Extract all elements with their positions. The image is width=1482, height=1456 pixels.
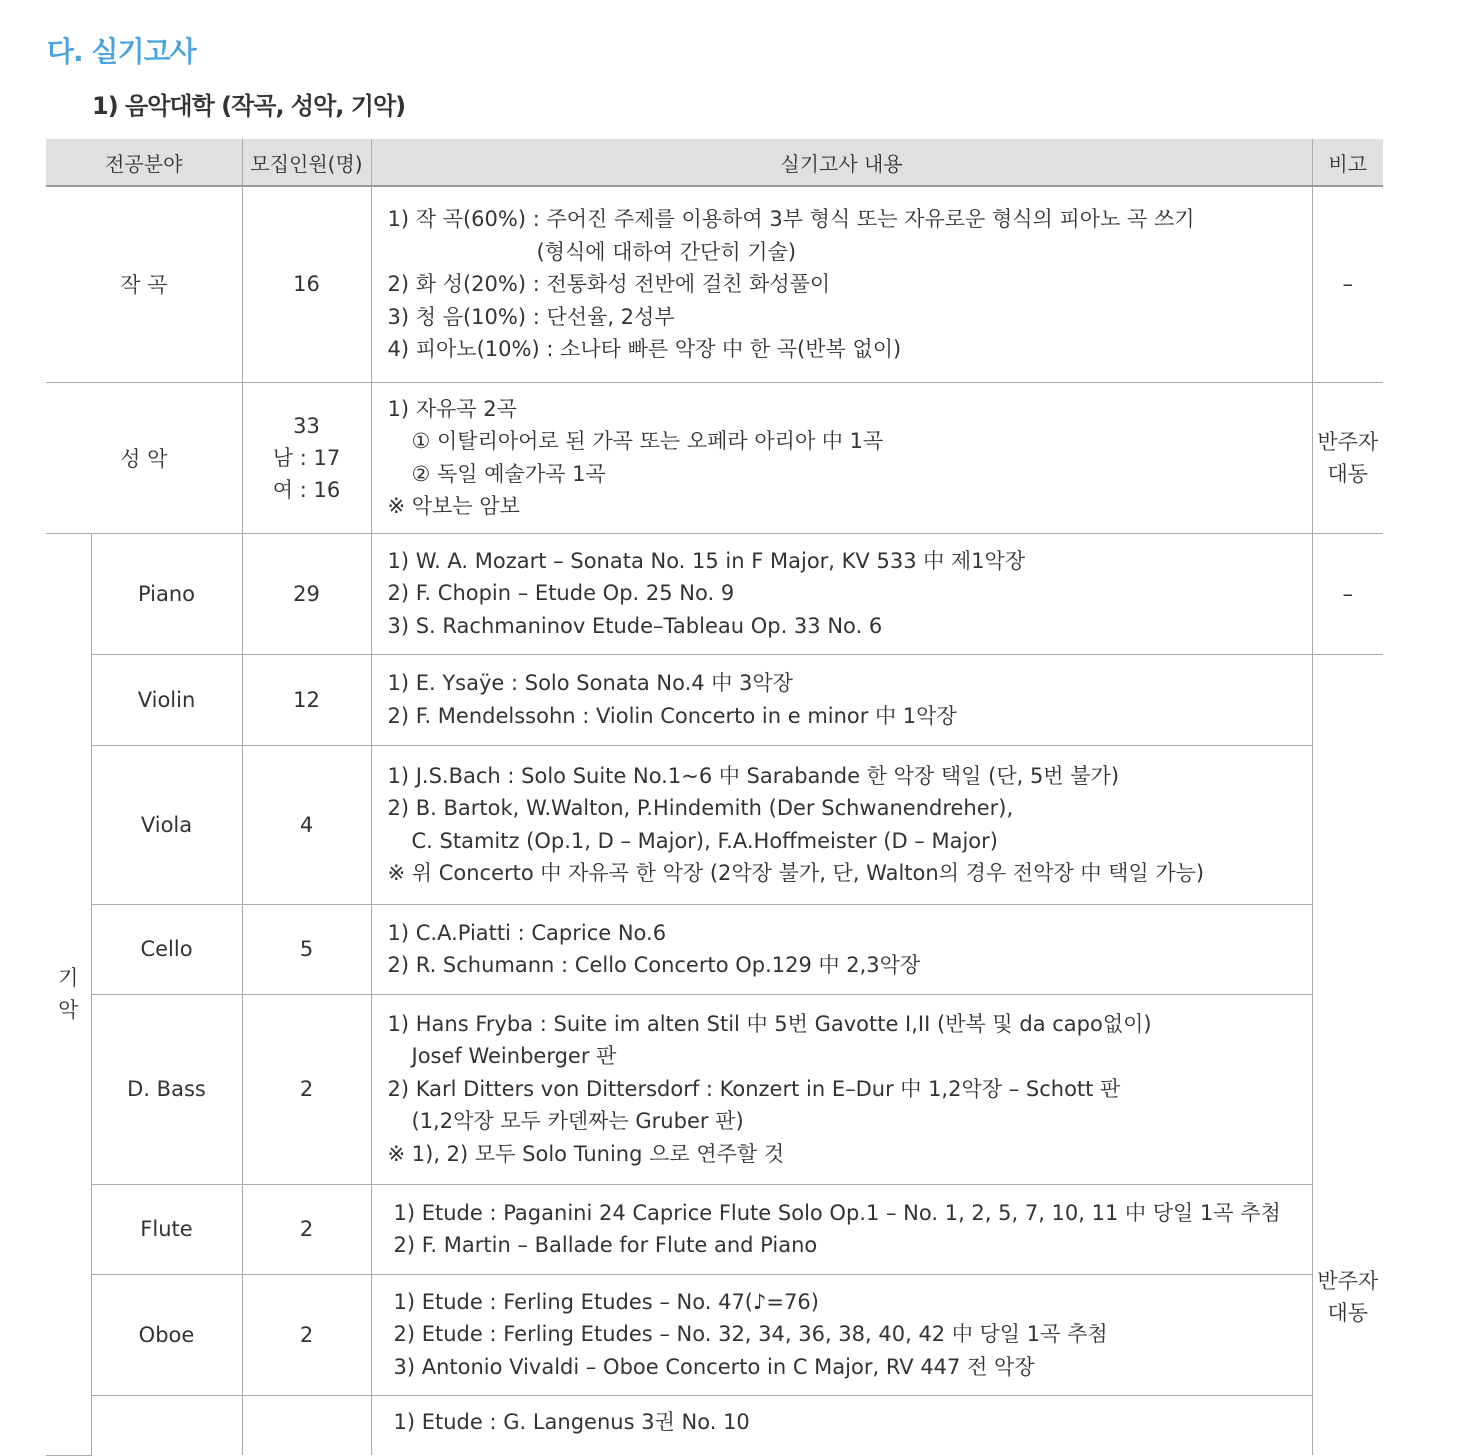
quota-cell: 16	[242, 186, 371, 382]
quota-female: 여 : 16	[272, 477, 341, 502]
content-cell	[371, 1274, 1312, 1395]
content-line: 1) 자유곡 2곡	[387, 396, 517, 421]
content-line: ② 독일 예술가곡 1곡	[411, 461, 606, 486]
table-row-violin	[46, 654, 1383, 745]
note-cell: –	[1312, 533, 1383, 654]
major-cell: D. Bass	[91, 994, 242, 1184]
content-line: 2) R. Schumann : Cello Concerto Op.129 中 2,3악장	[387, 953, 921, 977]
table-row-vocal	[46, 382, 1383, 533]
content-line: 1) Etude : Ferling Etudes – No. 47(♪=76)	[393, 1289, 819, 1314]
content-cell	[371, 654, 1312, 745]
content-line: (형식에 대하여 간단히 기술)	[536, 239, 797, 264]
major-cell: Flute	[91, 1184, 242, 1274]
quota-cell	[242, 1395, 371, 1455]
content-line: 1) Etude : Paganini 24 Caprice Flute Solo Op.1 – No. 1, 2, 5, 7, 10, 11 中 당일 1곡 추첨	[393, 1200, 1281, 1225]
content-line: 3) Antonio Vivaldi – Oboe Concerto in C Major, RV 447 전 악장	[393, 1354, 1035, 1379]
note-line: 반주자	[1317, 1268, 1379, 1293]
note-line: 대동	[1327, 461, 1369, 486]
table-row-piano	[46, 533, 1383, 654]
content-line: Josef Weinberger 판	[411, 1044, 617, 1069]
major-cell: Piano	[91, 533, 242, 654]
content-line: 2) 화 성(20%) : 전통화성 전반에 걸친 화성풀이	[387, 272, 831, 296]
table-row-oboe	[46, 1274, 1383, 1395]
content-line: C. Stamitz (Op.1, D – Major), F.A.Hoffmeister (D – Major)	[411, 828, 998, 853]
content-line: 1) J.S.Bach : Solo Suite No.1~6 中 Sarabande 한 악장 택일 (단, 5번 불가)	[387, 763, 1120, 788]
content-cell	[371, 533, 1312, 654]
content-line: 3) 청 음(10%) : 단선율, 2성부	[387, 304, 675, 329]
major-cell: Oboe	[91, 1274, 242, 1395]
sub-section-title: 1) 음악대학 (작곡, 성악, 기악)	[92, 92, 406, 120]
section-title: 다. 실기고사	[47, 35, 196, 68]
content-line: ① 이탈리아어로 된 가곡 또는 오페라 아리아 中 1곡	[411, 429, 884, 453]
content-line: 2) Karl Ditters von Dittersdorf : Konzert in E–Dur 中 1,2악장 – Schott 판	[387, 1076, 1121, 1101]
header-major: 전공분야	[46, 139, 242, 186]
content-line: 2) F. Martin – Ballade for Flute and Piano	[393, 1233, 818, 1257]
note-cell: –	[1312, 186, 1383, 382]
note-cell	[1312, 382, 1383, 533]
quota-cell: 2	[242, 994, 371, 1184]
content-cell	[371, 904, 1312, 994]
content-line: 1) Hans Fryba : Suite im alten Stil 中 5번 Gavotte I,II (반복 및 da capo없이)	[387, 1011, 1152, 1036]
quota-cell: 2	[242, 1274, 371, 1395]
content-line: 1) W. A. Mozart – Sonata No. 15 in F Major, KV 533 中 제1악장	[387, 548, 1026, 573]
practical-exam-table	[46, 139, 1383, 1456]
content-cell	[371, 382, 1312, 533]
content-line: 2) F. Chopin – Etude Op. 25 No. 9	[387, 581, 735, 606]
content-line: 1) 작 곡(60%) : 주어진 주제를 이용하여 3부 형식 또는 자유로운 형식의 피아노 곡 쓰기	[387, 207, 1195, 231]
table-row-double-bass	[46, 994, 1383, 1184]
content-cell	[371, 1184, 1312, 1274]
major-cell: Viola	[91, 745, 242, 904]
instrumental-group-cell	[46, 533, 91, 1455]
note-line: 반주자	[1317, 429, 1379, 454]
quota-total: 33	[293, 413, 320, 438]
table-row-viola	[46, 745, 1383, 904]
content-line: ※ 위 Concerto 中 자유곡 한 악장 (2악장 불가, 단, Walton의 경우 전악장 中 택일 가능)	[387, 861, 1205, 885]
group-label-char: 악	[58, 998, 79, 1022]
quota-cell: 5	[242, 904, 371, 994]
content-line: 2) F. Mendelssohn : Violin Concerto in e minor 中 1악장	[387, 703, 957, 728]
note-line: 대동	[1327, 1300, 1369, 1325]
header-quota: 모집인원(명)	[242, 139, 371, 186]
quota-cell: 12	[242, 654, 371, 745]
content-cell	[371, 1395, 1312, 1455]
quota-cell: 29	[242, 533, 371, 654]
major-cell: 성 악	[46, 382, 242, 533]
content-line: ※ 1), 2) 모두 Solo Tuning 으로 연주할 것	[387, 1141, 785, 1166]
quota-male: 남 : 17	[272, 445, 341, 470]
shared-note-cell	[1312, 654, 1383, 1455]
table-header-row	[46, 139, 1383, 186]
major-cell: 작 곡	[46, 186, 242, 382]
quota-cell: 2	[242, 1184, 371, 1274]
content-line: 1) E. Ysaÿe : Solo Sonata No.4 中 3악장	[387, 671, 793, 695]
major-cell: Cello	[91, 904, 242, 994]
content-line: 1) C.A.Piatti : Caprice No.6	[387, 920, 667, 945]
content-line: 1) Etude : G. Langenus 3권 No. 10	[393, 1409, 750, 1434]
content-cell	[371, 186, 1312, 382]
major-cell: Violin	[91, 654, 242, 745]
content-cell	[371, 994, 1312, 1184]
quota-cell	[242, 382, 371, 533]
content-line: 3) S. Rachmaninov Etude–Tableau Op. 33 No. 6	[387, 613, 883, 638]
header-note: 비고	[1312, 139, 1383, 186]
content-cell	[371, 745, 1312, 904]
content-line: (1,2악장 모두 카덴짜는 Gruber 판)	[411, 1109, 744, 1134]
group-label-char: 기	[58, 966, 79, 990]
table-row-partial	[46, 1395, 1383, 1455]
header-content: 실기고사 내용	[371, 139, 1312, 186]
content-line: ※ 악보는 암보	[387, 494, 520, 518]
content-line: 2) B. Bartok, W.Walton, P.Hindemith (Der Schwanendreher),	[387, 796, 1014, 820]
content-line: 4) 피아노(10%) : 소나타 빠른 악장 中 한 곡(반복 없이)	[387, 337, 902, 361]
content-line: 2) Etude : Ferling Etudes – No. 32, 34, 36, 38, 40, 42 中 당일 1곡 추첨	[393, 1322, 1108, 1347]
table-row-cello	[46, 904, 1383, 994]
quota-cell: 4	[242, 745, 371, 904]
major-cell	[91, 1395, 242, 1455]
table-row-composition	[46, 186, 1383, 382]
table-row-flute	[46, 1184, 1383, 1274]
